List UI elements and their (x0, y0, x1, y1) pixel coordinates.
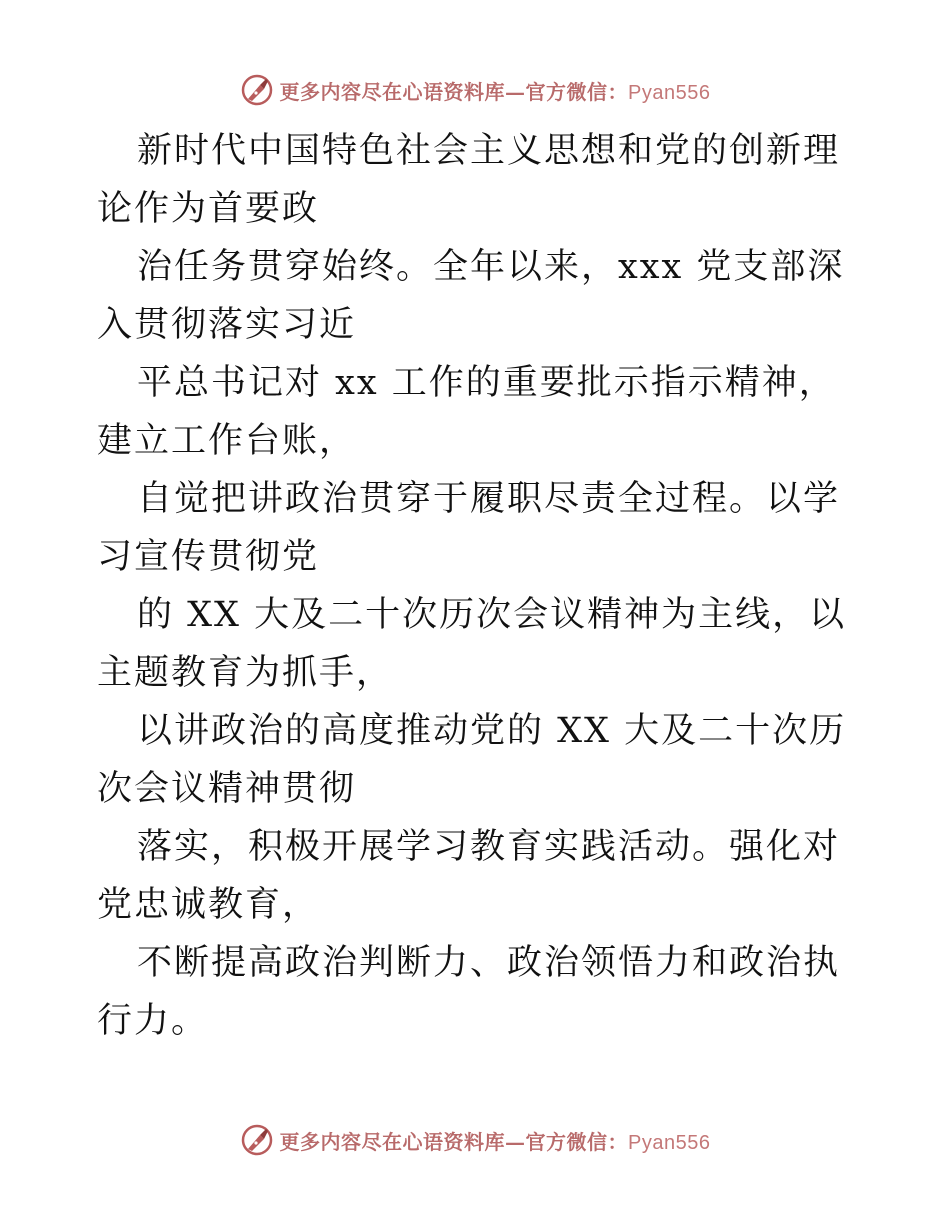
paragraph: 不断提高政治判断力、政治领悟力和政治执行力。 (97, 943, 841, 1041)
footer-watermark (0, 1120, 950, 1160)
pen-nib-logo-icon (240, 73, 274, 107)
paragraph: 平总书记对 xx 工作的重要批示指示精神，建立工作台账， (97, 363, 836, 461)
paragraph: 落实，积极开展学习教育实践活动。强化对党忠诚教育， (97, 827, 841, 925)
paragraph: 自觉把讲政治贯穿于履职尽责全过程。以学习宣传贯彻党 (97, 479, 841, 577)
watermark-text: 更多内容尽在心语资料库—官方微信：Pyan556 (279, 79, 711, 104)
header-watermark (0, 70, 950, 110)
paragraph: 的 XX 大及二十次历次会议精神为主线，以主题教育为抓手， (97, 595, 847, 693)
paragraph: 治任务贯穿始终。全年以来，xxx 党支部深入贯彻落实习近 (97, 247, 845, 345)
watermark-text: 更多内容尽在心语资料库—官方微信：Pyan556 (279, 1129, 711, 1154)
document-body (97, 122, 857, 1050)
paragraph: 新时代中国特色社会主义思想和党的创新理论作为首要政 (97, 131, 841, 229)
paragraph: 以讲政治的高度推动党的 XX 大及二十次历次会议精神贯彻 (97, 711, 847, 809)
pen-nib-logo-icon (240, 1123, 274, 1157)
